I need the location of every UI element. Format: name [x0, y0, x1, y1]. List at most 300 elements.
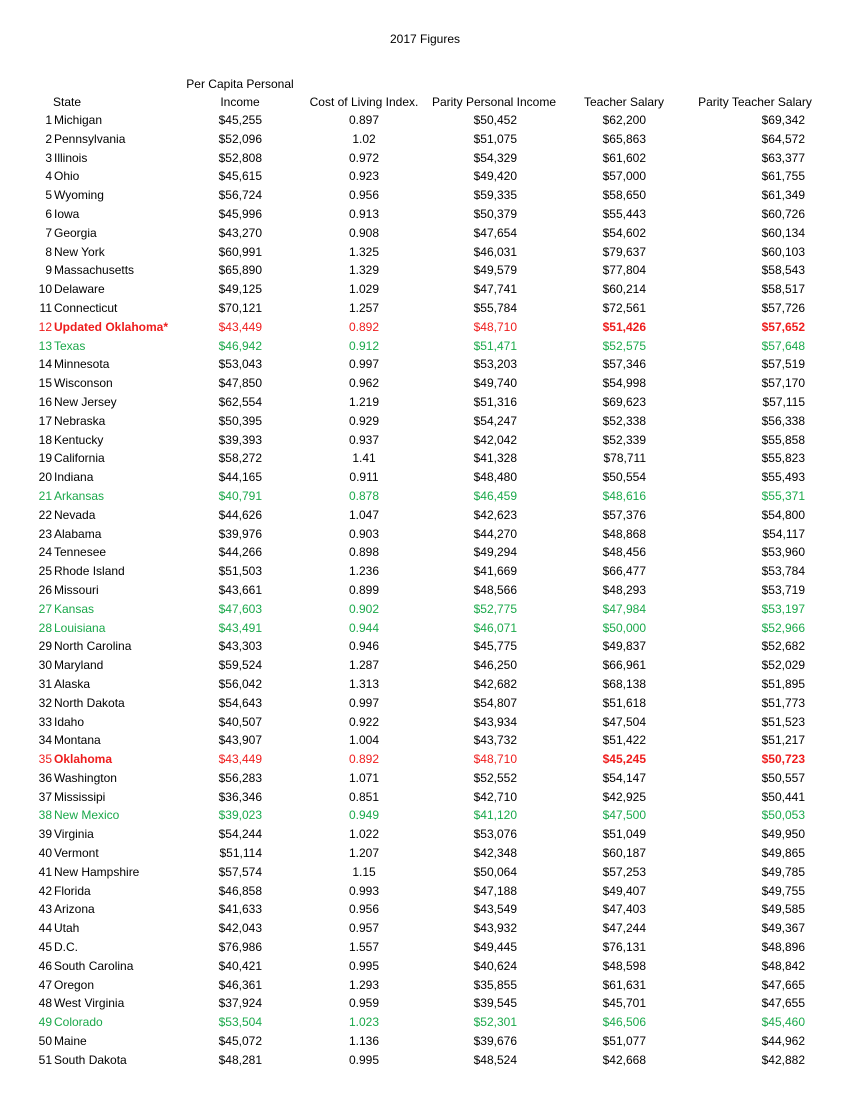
cell-parity-teacher-salary: $57,115	[762, 394, 805, 409]
table-row	[0, 844, 850, 863]
table-row	[0, 468, 850, 487]
cell-cost-of-living: 0.997	[348, 695, 380, 710]
table-row	[0, 788, 850, 807]
cell-rank: 47	[38, 977, 52, 992]
cell-teacher-salary: $66,961	[602, 658, 646, 673]
cell-rank: 35	[38, 752, 52, 767]
cell-parity-personal-income: $41,669	[473, 564, 517, 579]
cell-state: Indiana	[54, 470, 94, 485]
table-row	[0, 431, 850, 450]
cell-rank: 23	[38, 526, 52, 541]
cell-cost-of-living: 1.029	[348, 282, 380, 297]
cell-parity-personal-income: $49,420	[473, 169, 517, 184]
cell-state: Missouri	[54, 582, 99, 597]
cell-teacher-salary: $47,403	[602, 902, 646, 917]
cell-teacher-salary: $77,804	[602, 263, 646, 278]
table-row	[0, 149, 850, 168]
cell-parity-teacher-salary: $42,882	[761, 1052, 805, 1067]
cell-rank: 13	[38, 338, 52, 353]
cell-per-capita-income: $39,393	[218, 432, 262, 447]
cell-cost-of-living: 1.557	[348, 940, 380, 955]
cell-parity-personal-income: $43,934	[473, 714, 517, 729]
cell-cost-of-living: 0.972	[348, 150, 380, 165]
cell-parity-personal-income: $43,549	[473, 902, 517, 917]
cell-parity-personal-income: $35,855	[473, 977, 517, 992]
cell-per-capita-income: $42,043	[218, 921, 262, 936]
cell-state: Updated Oklahoma*	[54, 319, 169, 334]
cell-state: South Dakota	[54, 1052, 127, 1067]
cell-per-capita-income: $52,096	[218, 131, 262, 146]
header-parity-teacher-salary: Parity Teacher Salary	[698, 95, 812, 109]
cell-per-capita-income: $56,724	[218, 188, 262, 203]
cell-state: Michigan	[54, 113, 103, 127]
cell-cost-of-living: 0.902	[348, 601, 380, 616]
cell-state: Vermont	[54, 846, 99, 861]
cell-parity-personal-income: $53,076	[473, 827, 517, 842]
table-row	[0, 994, 850, 1013]
cell-parity-personal-income: $45,775	[473, 639, 517, 654]
table-row	[0, 525, 850, 544]
cell-parity-personal-income: $43,932	[473, 921, 517, 936]
cell-cost-of-living: 0.898	[348, 545, 380, 560]
cell-per-capita-income: $62,554	[218, 394, 262, 409]
cell-cost-of-living: 1.207	[348, 846, 380, 861]
cell-per-capita-income: $47,850	[218, 376, 262, 391]
cell-teacher-salary: $60,214	[602, 282, 646, 297]
cell-state: Florida	[54, 883, 91, 898]
cell-cost-of-living: 0.937	[348, 432, 380, 447]
cell-parity-personal-income: $41,120	[473, 808, 517, 823]
cell-state: Idaho	[54, 714, 85, 729]
table-row	[0, 656, 850, 675]
cell-teacher-salary: $42,925	[602, 789, 646, 804]
cell-rank: 51	[38, 1052, 52, 1067]
cell-parity-personal-income: $52,301	[473, 1015, 517, 1030]
cell-per-capita-income: $44,266	[218, 545, 262, 560]
cell-teacher-salary: $49,407	[602, 883, 646, 898]
cell-rank: 25	[38, 564, 52, 579]
cell-cost-of-living: 0.903	[348, 526, 380, 541]
cell-parity-teacher-salary: $57,648	[761, 338, 805, 353]
cell-cost-of-living: 0.995	[348, 1052, 380, 1067]
cell-parity-personal-income: $49,740	[473, 376, 517, 391]
cell-parity-teacher-salary: $51,217	[761, 733, 805, 748]
cell-state: Texas	[54, 338, 86, 353]
table-row	[0, 412, 850, 431]
cell-parity-personal-income: $51,316	[473, 394, 517, 409]
cell-rank: 41	[38, 864, 52, 879]
table-row	[0, 205, 850, 224]
cell-teacher-salary: $76,131	[602, 940, 646, 955]
table-row	[0, 919, 850, 938]
table-row	[0, 186, 850, 205]
cell-rank: 42	[38, 883, 52, 898]
cell-rank: 6	[45, 206, 52, 221]
cell-per-capita-income: $45,996	[218, 206, 262, 221]
cell-parity-teacher-salary: $64,572	[761, 131, 805, 146]
cell-parity-teacher-salary: $48,842	[761, 958, 805, 973]
cell-rank: 2	[45, 131, 52, 146]
cell-state: North Dakota	[54, 695, 125, 710]
cell-per-capita-income: $43,303	[218, 639, 262, 654]
cell-state: New Mexico	[54, 808, 120, 823]
table-row	[0, 637, 850, 656]
cell-per-capita-income: $43,661	[218, 582, 262, 597]
cell-teacher-salary: $60,187	[602, 846, 646, 861]
cell-state: Nebraska	[54, 413, 106, 428]
cell-rank: 45	[38, 940, 52, 955]
cell-cost-of-living: 0.851	[348, 789, 380, 804]
table-row	[0, 167, 850, 186]
cell-teacher-salary: $47,500	[602, 808, 646, 823]
cell-state: Delaware	[54, 282, 105, 297]
cell-teacher-salary: $48,598	[602, 958, 646, 973]
cell-teacher-salary: $47,984	[602, 601, 646, 616]
table-row	[0, 957, 850, 976]
cell-parity-personal-income: $42,042	[473, 432, 517, 447]
cell-parity-personal-income: $51,075	[473, 131, 517, 146]
cell-state: New Jersey	[54, 394, 117, 409]
cell-cost-of-living: 0.962	[348, 376, 380, 391]
cell-teacher-salary: $61,602	[602, 150, 646, 165]
cell-teacher-salary: $48,293	[602, 582, 646, 597]
cell-parity-personal-income: $48,710	[473, 319, 517, 334]
cell-state: Rhode Island	[54, 564, 125, 579]
cell-state: Virginia	[54, 827, 94, 842]
cell-per-capita-income: $39,976	[218, 526, 262, 541]
cell-per-capita-income: $56,283	[218, 770, 262, 785]
table-row	[0, 713, 850, 732]
cell-rank: 48	[38, 996, 52, 1011]
cell-rank: 37	[38, 789, 52, 804]
cell-cost-of-living: 0.993	[348, 883, 380, 898]
cell-per-capita-income: $40,507	[218, 714, 262, 729]
cell-teacher-salary: $79,637	[602, 244, 646, 259]
cell-cost-of-living: 0.913	[348, 206, 380, 221]
cell-parity-teacher-salary: $50,723	[761, 752, 805, 767]
cell-cost-of-living: 0.912	[348, 338, 380, 353]
cell-cost-of-living: 0.892	[348, 752, 380, 767]
cell-cost-of-living: 0.922	[348, 714, 380, 729]
table-row	[0, 750, 850, 769]
cell-cost-of-living: 0.897	[348, 113, 380, 127]
header-per-capita-line1: Per Capita Personal	[186, 77, 294, 91]
cell-cost-of-living: 1.02	[352, 131, 376, 146]
cell-teacher-salary: $48,456	[602, 545, 646, 560]
cell-state: Wisconson	[54, 376, 113, 391]
cell-per-capita-income: $41,633	[218, 902, 262, 917]
cell-rank: 36	[38, 770, 52, 785]
cell-parity-teacher-salary: $60,726	[761, 206, 805, 221]
cell-parity-personal-income: $49,445	[473, 940, 517, 955]
cell-state: Georgia	[54, 225, 97, 240]
table-row	[0, 769, 850, 788]
cell-state: Kansas	[54, 601, 95, 616]
cell-teacher-salary: $58,650	[602, 188, 646, 203]
cell-per-capita-income: $45,615	[218, 169, 262, 184]
table-row	[0, 938, 850, 957]
cell-parity-personal-income: $39,676	[473, 1034, 517, 1049]
cell-per-capita-income: $49,125	[218, 282, 262, 297]
table-row	[0, 543, 850, 562]
cell-state: D.C.	[54, 940, 78, 955]
cell-parity-teacher-salary: $50,557	[761, 770, 805, 785]
cell-rank: 22	[38, 507, 52, 522]
cell-parity-teacher-salary: $45,460	[761, 1015, 805, 1030]
cell-state: Maryland	[54, 658, 104, 673]
cell-rank: 20	[38, 470, 52, 485]
cell-teacher-salary: $57,253	[602, 864, 646, 879]
cell-parity-personal-income: $49,294	[473, 545, 517, 560]
cell-teacher-salary: $68,138	[602, 676, 646, 691]
cell-state: California	[54, 451, 105, 466]
cell-parity-teacher-salary: $60,103	[761, 244, 805, 259]
cell-state: New Hampshire	[54, 864, 140, 879]
cell-per-capita-income: $60,991	[218, 244, 262, 259]
cell-parity-personal-income: $42,682	[473, 676, 517, 691]
table-row	[0, 581, 850, 600]
cell-parity-teacher-salary: $60,134	[761, 225, 805, 240]
cell-parity-personal-income: $51,471	[473, 338, 517, 353]
data-table	[0, 111, 850, 1070]
cell-cost-of-living: 0.929	[348, 413, 380, 428]
cell-parity-teacher-salary: $57,519	[761, 357, 805, 372]
table-row	[0, 243, 850, 262]
cell-parity-teacher-salary: $49,950	[761, 827, 805, 842]
cell-parity-personal-income: $47,188	[473, 883, 517, 898]
cell-per-capita-income: $57,574	[218, 864, 262, 879]
cell-rank: 46	[38, 958, 52, 973]
cell-cost-of-living: 1.219	[348, 394, 380, 409]
cell-rank: 49	[38, 1015, 52, 1030]
cell-parity-personal-income: $41,328	[473, 451, 517, 466]
table-row	[0, 675, 850, 694]
table-row	[0, 825, 850, 844]
cell-per-capita-income: $43,449	[218, 752, 262, 767]
cell-per-capita-income: $59,524	[218, 658, 262, 673]
cell-per-capita-income: $51,114	[219, 846, 262, 861]
cell-cost-of-living: 0.923	[348, 169, 380, 184]
table-row	[0, 337, 850, 356]
cell-teacher-salary: $52,575	[602, 338, 646, 353]
table-row	[0, 374, 850, 393]
cell-state: Louisiana	[54, 620, 106, 635]
cell-cost-of-living: 0.956	[348, 902, 380, 917]
cell-teacher-salary: $57,000	[602, 169, 646, 184]
cell-cost-of-living: 1.41	[352, 451, 376, 466]
cell-parity-teacher-salary: $53,719	[761, 582, 805, 597]
cell-teacher-salary: $50,554	[602, 470, 646, 485]
cell-teacher-salary: $54,602	[602, 225, 646, 240]
cell-parity-personal-income: $52,775	[473, 601, 517, 616]
cell-per-capita-income: $37,924	[218, 996, 262, 1011]
cell-parity-personal-income: $42,623	[473, 507, 517, 522]
header-per-capita-income	[180, 75, 300, 111]
table-row	[0, 299, 850, 318]
cell-per-capita-income: $54,643	[218, 695, 262, 710]
cell-state: South Carolina	[54, 958, 134, 973]
cell-teacher-salary: $51,049	[602, 827, 646, 842]
cell-rank: 24	[38, 545, 52, 560]
table-row	[0, 619, 850, 638]
cell-per-capita-income: $58,272	[218, 451, 262, 466]
cell-cost-of-living: 0.946	[348, 639, 380, 654]
cell-parity-personal-income: $50,064	[473, 864, 517, 879]
cell-teacher-salary: $55,443	[602, 206, 646, 221]
cell-cost-of-living: 0.899	[348, 582, 380, 597]
cell-teacher-salary: $47,244	[602, 921, 646, 936]
cell-per-capita-income: $53,043	[218, 357, 262, 372]
cell-per-capita-income: $47,603	[218, 601, 262, 616]
table-row	[0, 261, 850, 280]
cell-parity-teacher-salary: $51,773	[761, 695, 805, 710]
cell-teacher-salary: $51,422	[602, 733, 646, 748]
cell-rank: 40	[38, 846, 52, 861]
cell-per-capita-income: $51,503	[218, 564, 262, 579]
cell-rank: 18	[38, 432, 52, 447]
cell-parity-teacher-salary: $47,655	[761, 996, 805, 1011]
cell-cost-of-living: 0.997	[348, 357, 380, 372]
cell-rank: 43	[38, 902, 52, 917]
cell-parity-personal-income: $39,545	[473, 996, 517, 1011]
cell-teacher-salary: $78,711	[603, 451, 646, 466]
cell-rank: 15	[38, 376, 52, 391]
cell-per-capita-income: $39,023	[218, 808, 262, 823]
cell-rank: 27	[38, 601, 52, 616]
cell-parity-personal-income: $44,270	[473, 526, 517, 541]
cell-teacher-salary: $42,668	[602, 1052, 646, 1067]
cell-state: Pennsylvania	[54, 131, 126, 146]
cell-teacher-salary: $61,631	[602, 977, 646, 992]
table-row	[0, 731, 850, 750]
cell-cost-of-living: 1.257	[348, 300, 380, 315]
header-cost-of-living: Cost of Living Index.	[309, 95, 419, 109]
cell-state: Montana	[54, 733, 101, 748]
cell-per-capita-income: $56,042	[218, 676, 262, 691]
table-row	[0, 600, 850, 619]
table-row	[0, 900, 850, 919]
cell-rank: 9	[45, 263, 52, 278]
cell-cost-of-living: 0.959	[348, 996, 380, 1011]
table-row	[0, 562, 850, 581]
cell-cost-of-living: 1.15	[352, 864, 376, 879]
cell-per-capita-income: $43,907	[218, 733, 262, 748]
cell-rank: 14	[38, 357, 52, 372]
cell-parity-teacher-salary: $58,517	[761, 282, 805, 297]
cell-rank: 5	[45, 188, 52, 203]
cell-teacher-salary: $48,616	[602, 488, 646, 503]
cell-per-capita-income: $52,808	[218, 150, 262, 165]
cell-parity-teacher-salary: $44,962	[761, 1034, 805, 1049]
cell-rank: 4	[45, 169, 52, 184]
cell-state: Ohio	[54, 169, 80, 184]
cell-state: Minnesota	[54, 357, 110, 372]
cell-state: Kentucky	[54, 432, 104, 447]
cell-per-capita-income: $43,270	[218, 225, 262, 240]
cell-parity-teacher-salary: $47,665	[761, 977, 805, 992]
cell-parity-personal-income: $54,247	[473, 413, 517, 428]
cell-parity-teacher-salary: $57,652	[761, 319, 805, 334]
cell-parity-personal-income: $48,524	[473, 1052, 517, 1067]
table-row	[0, 863, 850, 882]
cell-rank: 26	[38, 582, 52, 597]
cell-per-capita-income: $65,890	[218, 263, 262, 278]
cell-per-capita-income: $44,165	[218, 470, 262, 485]
cell-teacher-salary: $50,000	[602, 620, 646, 635]
cell-parity-teacher-salary: $54,117	[762, 526, 805, 541]
cell-per-capita-income: $54,244	[218, 827, 262, 842]
cell-cost-of-living: 0.957	[348, 921, 380, 936]
cell-teacher-salary: $72,561	[602, 300, 646, 315]
cell-parity-teacher-salary: $54,800	[761, 507, 805, 522]
cell-parity-teacher-salary: $58,543	[761, 263, 805, 278]
cell-state: Tennesee	[54, 545, 107, 560]
cell-parity-teacher-salary: $52,966	[761, 620, 805, 635]
cell-state: New York	[54, 244, 105, 259]
cell-parity-personal-income: $54,807	[473, 695, 517, 710]
cell-cost-of-living: 1.329	[348, 263, 380, 278]
page-title: 2017 Figures	[389, 32, 461, 46]
table-row	[0, 355, 850, 374]
cell-parity-personal-income: $46,250	[473, 658, 517, 673]
table-row	[0, 976, 850, 995]
cell-teacher-salary: $51,426	[602, 319, 646, 334]
cell-teacher-salary: $54,998	[602, 376, 646, 391]
cell-teacher-salary: $66,477	[602, 564, 646, 579]
table-row	[0, 393, 850, 412]
cell-parity-personal-income: $47,654	[473, 225, 517, 240]
cell-state: Washington	[54, 770, 117, 785]
cell-parity-teacher-salary: $51,523	[761, 714, 805, 729]
cell-per-capita-income: $45,255	[218, 113, 262, 127]
table-row	[0, 1051, 850, 1070]
cell-state: Alaska	[54, 676, 91, 691]
table-row	[0, 882, 850, 901]
cell-parity-teacher-salary: $49,367	[761, 921, 805, 936]
cell-parity-personal-income: $46,071	[473, 620, 517, 635]
cell-rank: 31	[38, 676, 52, 691]
cell-state: Maine	[54, 1034, 87, 1049]
cell-per-capita-income: $46,942	[218, 338, 262, 353]
cell-parity-teacher-salary: $49,785	[761, 864, 805, 879]
cell-rank: 19	[38, 451, 52, 466]
cell-parity-teacher-salary: $57,170	[761, 376, 805, 391]
cell-parity-teacher-salary: $69,342	[761, 113, 805, 127]
cell-state: Alabama	[54, 526, 102, 541]
cell-per-capita-income: $36,346	[218, 789, 262, 804]
cell-cost-of-living: 0.908	[348, 225, 380, 240]
cell-rank: 21	[38, 488, 52, 503]
cell-teacher-salary: $57,346	[602, 357, 646, 372]
cell-cost-of-living: 0.892	[348, 319, 380, 334]
cell-state: Massachusetts	[54, 263, 135, 278]
table-row	[0, 449, 850, 468]
cell-parity-personal-income: $40,624	[473, 958, 517, 973]
cell-parity-personal-income: $47,741	[473, 282, 517, 297]
table-row	[0, 694, 850, 713]
cell-cost-of-living: 1.293	[348, 977, 380, 992]
cell-rank: 11	[39, 300, 52, 315]
cell-rank: 1	[45, 113, 52, 127]
cell-teacher-salary: $49,837	[602, 639, 646, 654]
cell-cost-of-living: 1.023	[348, 1015, 380, 1030]
cell-parity-teacher-salary: $49,755	[761, 883, 805, 898]
cell-parity-teacher-salary: $48,896	[761, 940, 805, 955]
cell-rank: 17	[38, 413, 52, 428]
cell-parity-personal-income: $49,579	[473, 263, 517, 278]
cell-teacher-salary: $45,245	[602, 752, 646, 767]
cell-cost-of-living: 1.022	[348, 827, 380, 842]
